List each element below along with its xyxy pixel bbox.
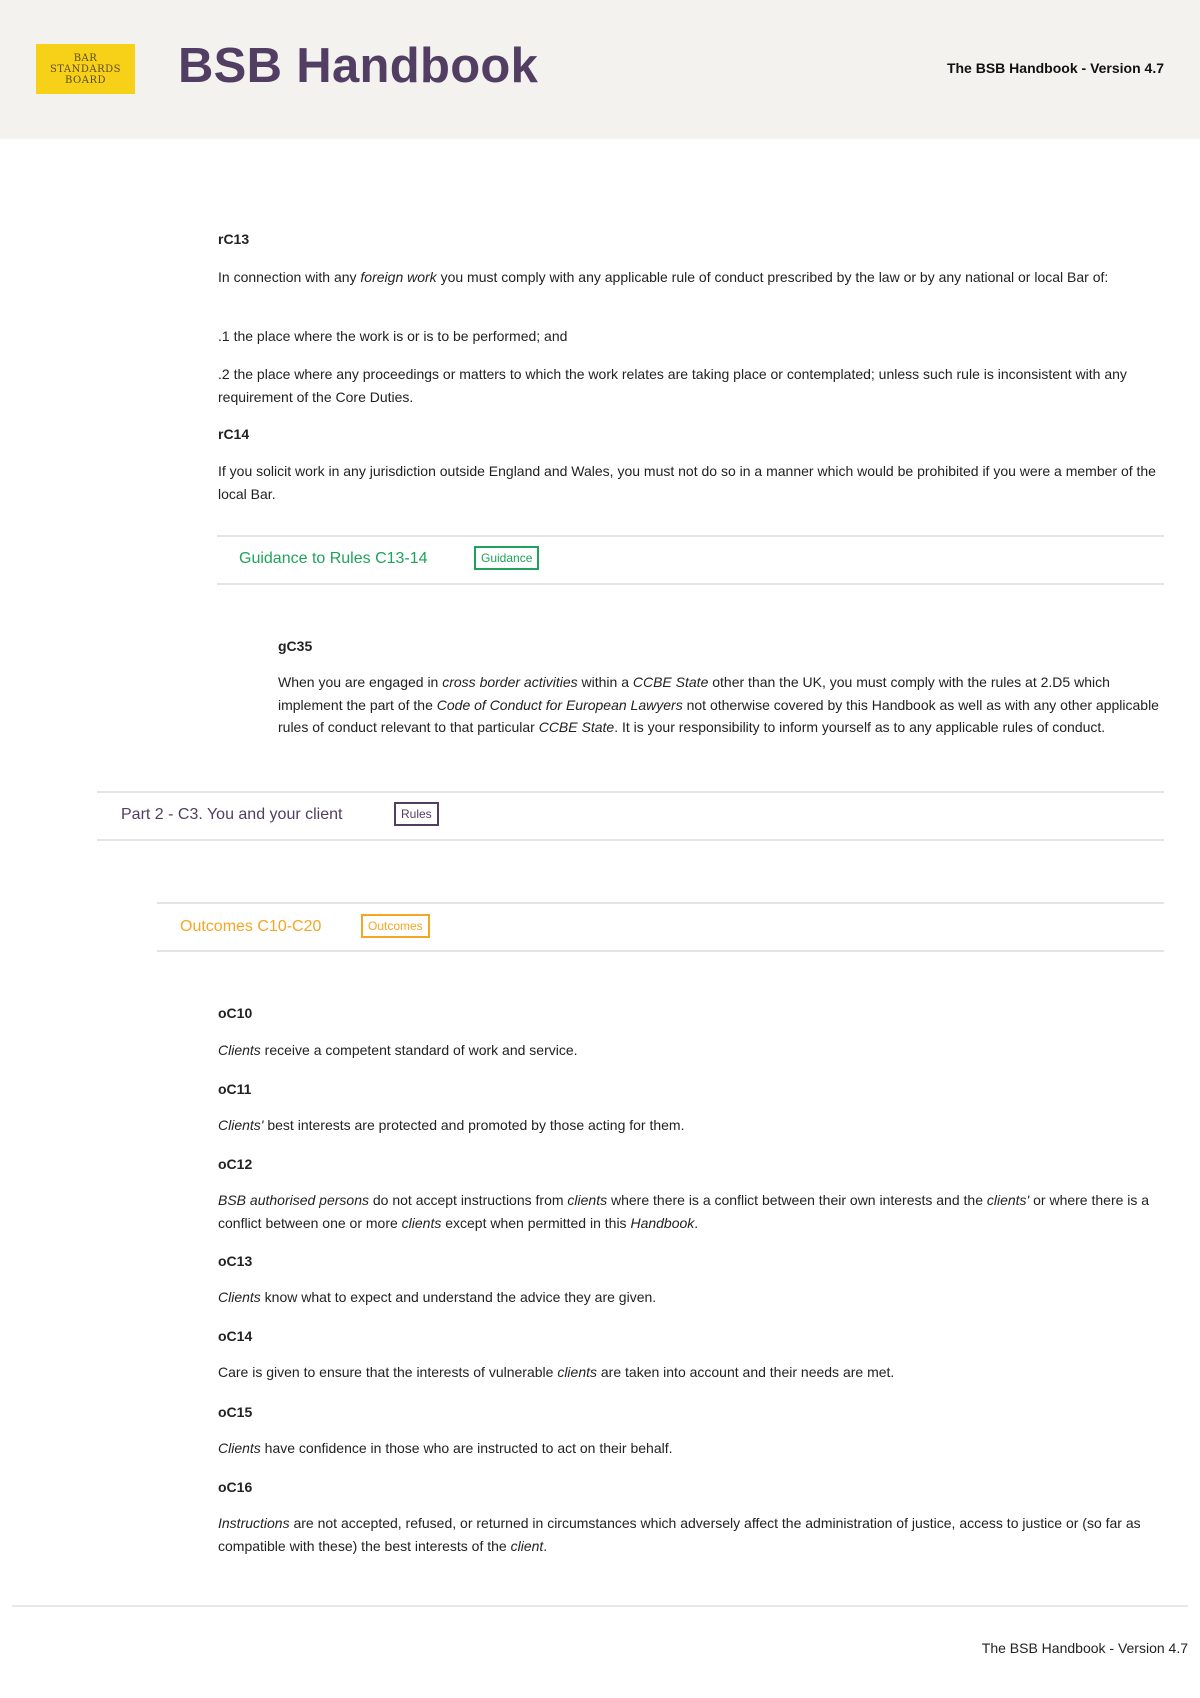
divider <box>157 902 1164 904</box>
header-version: The BSB Handbook - Version 4.7 <box>946 60 1164 76</box>
defined-term[interactable]: cross border activities <box>442 674 578 690</box>
outcome-text-oC14: Care is given to ensure that the interests of vulnerable clients are taken into account and their needs are met. <box>218 1364 895 1380</box>
outcome-label-oC10: oC10 <box>218 1005 253 1021</box>
badge-guidance: Guidance <box>474 546 539 570</box>
logo-line-1: BAR <box>73 52 98 64</box>
logo-line-2: STANDARDS <box>49 63 122 75</box>
rule-item-rC13-1: .1 the place where the work is or is to be performed; and <box>218 328 568 344</box>
page-header <box>0 0 1200 139</box>
rule-text-rC14: If you solicit work in any jurisdiction outside England and Wales, you must not do so in a manner which would be prohibited if you were a member of the local Bar. <box>218 463 1156 502</box>
outcome-label-oC16: oC16 <box>218 1479 253 1495</box>
divider <box>217 583 1164 585</box>
defined-term[interactable]: BSB authorised persons <box>218 1192 369 1208</box>
divider <box>97 839 1164 841</box>
outcome-text-oC10: Clients receive a competent standard of work and service. <box>218 1042 578 1058</box>
outcome-text-oC16: Instructions are not accepted, refused, or returned in circumstances which adversely affect the administration of justice, access to justice or (so far as compatible with these) the best interests of the client. <box>218 1515 1141 1554</box>
defined-term[interactable]: clients <box>401 1214 442 1231</box>
guidance-text-gC35: When you are engaged in cross border activities within a CCBE State other than the UK, you must comply with the rules at 2.D5 which implement the part of the Code of Conduct for European Lawyers not otherwise covered by this Handbook as well as with any other applicable rules of conduct relevant to that particular CCBE State. It is your responsibility to inform yourself as to any applicable rules of conduct. <box>278 674 1159 735</box>
bsb-logo <box>36 44 135 94</box>
outcome-label-oC13: oC13 <box>218 1253 253 1269</box>
outcome-text-oC12: BSB authorised persons do not accept instructions from clients where there is a conflict between their own interests and the clients' or where there is a conflict between one or more clients except when permitted in this Handbook. <box>218 1192 1150 1231</box>
rule-label-rC14: rC14 <box>218 426 250 442</box>
defined-term[interactable]: clients <box>557 1364 597 1380</box>
outcome-label-oC15: oC15 <box>218 1404 253 1420</box>
defined-term[interactable]: Clients <box>218 1289 261 1305</box>
section-title-guidance[interactable]: Guidance to Rules C13-14 <box>239 550 428 567</box>
outcome-label-oC12: oC12 <box>218 1156 253 1172</box>
section-title-rules[interactable]: Part 2 - C3. You and your client <box>121 806 343 823</box>
badge-outcomes: Outcomes <box>361 914 430 938</box>
section-title-outcomes[interactable]: Outcomes C10-C20 <box>180 918 322 935</box>
rule-text-rC13: In connection with any foreign work you must comply with any applicable rule of conduct prescribed by the law or by any national or local Bar of: <box>218 269 1109 285</box>
badge-rules: Rules <box>394 802 439 826</box>
defined-term[interactable]: CCBE State <box>538 719 615 735</box>
defined-term[interactable]: Code of Conduct for European Lawyers <box>436 696 683 713</box>
divider <box>97 791 1164 793</box>
divider <box>157 950 1164 952</box>
footer-divider <box>12 1605 1188 1607</box>
defined-term[interactable]: Clients <box>218 1042 261 1058</box>
defined-term[interactable]: clients' <box>986 1192 1030 1208</box>
page-title: BSB Handbook <box>178 39 539 93</box>
defined-term[interactable]: CCBE State <box>632 674 709 690</box>
defined-term[interactable]: Clients' <box>218 1117 264 1133</box>
outcome-label-oC11: oC11 <box>218 1081 252 1097</box>
rule-label-rC13: rC13 <box>218 231 250 247</box>
guidance-label-gC35: gC35 <box>278 638 313 654</box>
defined-term[interactable]: client <box>510 1537 544 1554</box>
defined-term[interactable]: Instructions <box>218 1515 290 1531</box>
outcome-label-oC14: oC14 <box>218 1328 253 1344</box>
logo-line-3: BOARD <box>64 74 106 86</box>
outcome-text-oC15: Clients have confidence in those who are instructed to act on their behalf. <box>218 1440 673 1456</box>
defined-term[interactable]: clients <box>567 1192 608 1208</box>
rule-item-rC13-2: .2 the place where any proceedings or matters to which the work relates are taking place or contemplated; unless such rule is inconsistent with any requirement of the Core Duties. <box>218 366 1127 405</box>
outcome-text-oC11: Clients' best interests are protected and promoted by those acting for them. <box>218 1117 685 1133</box>
outcome-text-oC13: Clients know what to expect and understand the advice they are given. <box>218 1289 657 1305</box>
defined-term[interactable]: Clients <box>218 1440 261 1456</box>
divider <box>217 535 1164 537</box>
footer-version: The BSB Handbook - Version 4.7 <box>981 1640 1188 1656</box>
defined-term[interactable]: foreign work <box>360 269 437 285</box>
defined-term[interactable]: Handbook <box>630 1214 695 1231</box>
